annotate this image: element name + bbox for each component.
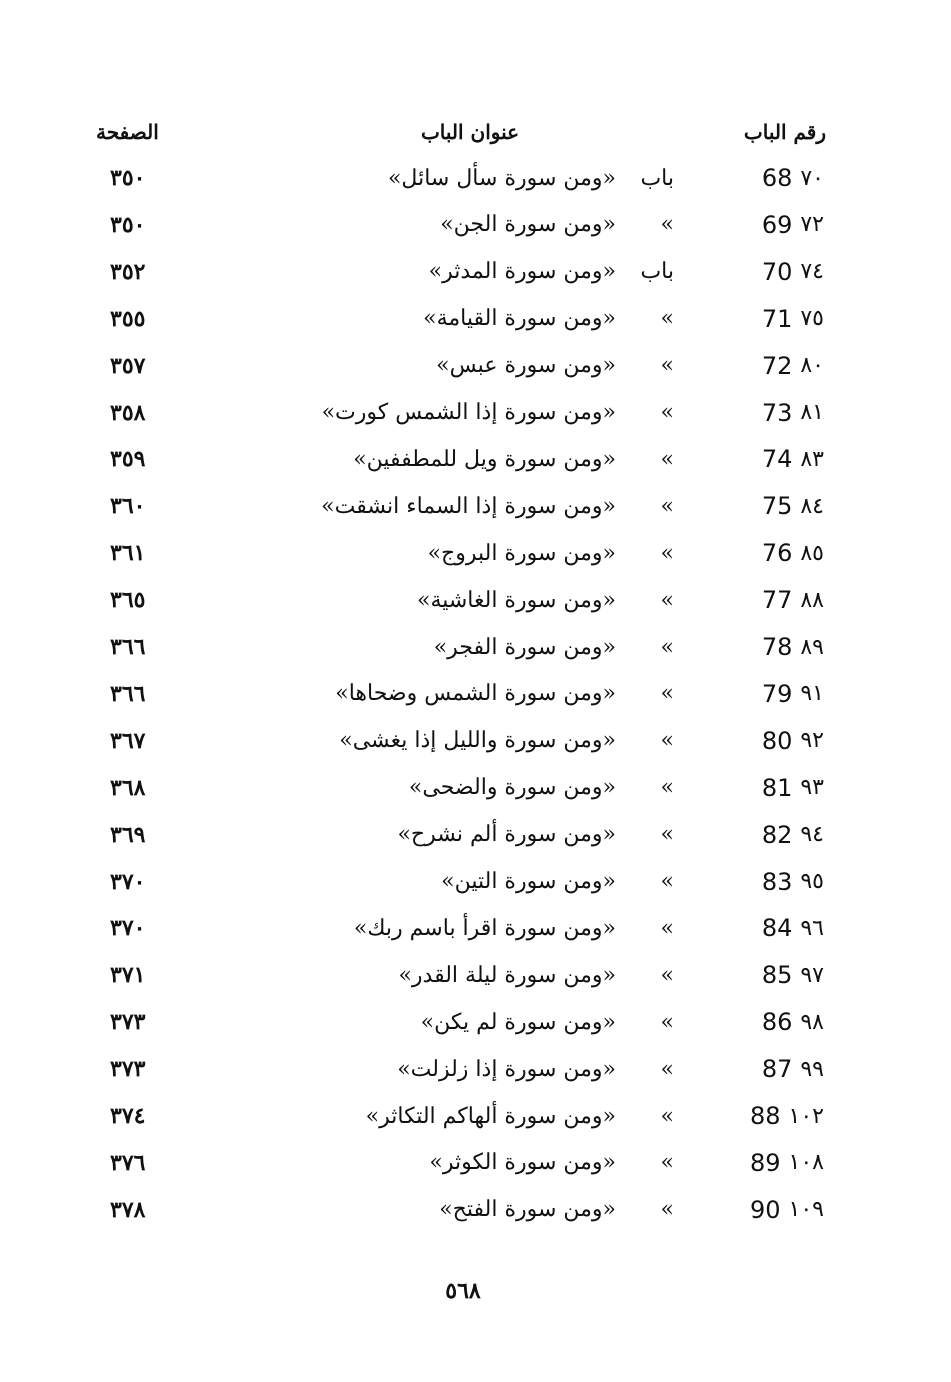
chapter-title [436,343,674,389]
chapter-number [750,1187,824,1233]
chapter-number [762,952,824,998]
chapter-title [322,390,674,436]
chapter-number-arabic: ٨١ [800,400,824,425]
toc-row [0,1187,951,1233]
chapter-number-arabic: ٩٧ [800,962,824,988]
chapter-page: ٣٦٦ [110,634,146,660]
chapter-prefix: » [660,915,674,941]
chapter-prefix: » [660,493,674,519]
chapter-page: ٣٧٦ [110,1149,146,1176]
chapter-number-arabic: ٩٦ [800,915,824,941]
toc-row [0,343,951,389]
chapter-prefix: » [660,540,674,566]
chapter-title-text: «ومن سورة عبس» [436,353,616,379]
chapter-number-arabic: ٩٣ [800,775,824,801]
chapter-number-arabic: ١٠٨ [788,1150,824,1176]
chapter-title [397,1046,674,1092]
chapter-page: ٣٦٥ [110,587,146,614]
chapter-number-arabic: ٩١ [800,681,824,707]
chapter-page: ٣٥٨ [110,399,146,426]
toc-row [0,999,951,1045]
chapter-prefix: » [660,1150,674,1176]
chapter-prefix: » [660,1103,674,1129]
chapter-prefix: » [660,587,674,613]
toc-row [0,155,951,201]
chapter-number [762,155,824,201]
chapter-number-latin: 79 [761,679,793,708]
chapter-number-latin: 80 [761,726,793,755]
chapter-title [339,718,674,764]
chapter-number [762,530,824,576]
chapter-number [762,624,824,670]
chapter-page: ٣٦٩ [110,821,146,848]
chapter-prefix: » [660,306,674,332]
chapter-title-text: «ومن سورة القيامة» [423,306,616,332]
chapter-number-latin: 88 [750,1102,781,1130]
chapter-title [335,671,674,717]
chapter-title [441,859,674,905]
chapter-prefix: » [660,353,674,379]
chapter-title [353,436,674,482]
chapter-title-text: «ومن سورة التين» [441,869,616,894]
chapter-page: ٣٦٠ [110,493,146,520]
chapter-number-arabic: ٨٩ [800,634,824,660]
toc-row [0,624,951,670]
chapter-prefix: » [660,775,674,801]
chapter-prefix: » [660,822,674,848]
chapter-page: ٣٧٤ [110,1103,146,1129]
chapter-prefix: » [660,681,674,707]
toc-row [0,1140,951,1186]
toc-row [0,249,951,295]
toc-row [0,905,951,951]
chapter-title-text: «ومن سورة والليل إذا يغشى» [339,728,616,754]
chapter-title [429,1140,674,1186]
chapter-title [409,765,674,811]
chapter-title-text: «ومن سورة إذا زلزلت» [397,1056,616,1082]
chapter-page: ٣٧٣ [110,1009,146,1036]
toc-row [0,577,951,623]
chapter-prefix: » [660,212,674,238]
toc-row [0,483,951,529]
toc-row [0,718,951,764]
chapter-page: ٣٧٠ [110,868,146,895]
chapter-title [388,155,674,201]
chapter-number [762,390,824,436]
chapter-prefix: » [660,1197,674,1223]
chapter-number-latin: 87 [761,1055,793,1084]
toc-row [0,952,951,998]
chapter-number-latin: 85 [761,961,793,990]
chapter-title [434,624,674,670]
chapter-number-arabic: ٩٥ [800,869,824,894]
toc-row [0,390,951,436]
chapter-number [750,1140,824,1186]
chapter-title-text: «ومن سورة الشمس وضحاها» [335,681,616,707]
chapter-number [762,577,824,623]
chapter-number [762,999,824,1045]
chapter-page: ٣٥٧ [110,352,146,379]
chapter-title-text: «ومن سورة سأل سائل» [387,165,616,191]
chapter-page: ٣٥٥ [110,305,146,332]
chapter-page: ٣٥٠ [110,165,146,191]
chapter-title-text: «ومن سورة البروج» [427,540,616,566]
chapter-prefix: باب [640,259,674,285]
chapter-title-text: «ومن سورة الفجر» [433,634,616,660]
chapter-title [417,577,674,623]
chapter-number-latin: 78 [761,633,793,661]
chapter-number [762,671,824,717]
chapter-number-arabic: ٧٠ [800,165,824,191]
chapter-number [762,812,824,858]
chapter-number-latin: 90 [750,1195,781,1224]
chapter-number [762,905,824,951]
chapter-number-arabic: ٨٣ [800,446,824,472]
chapter-number [750,1093,824,1139]
chapter-prefix: » [660,1056,674,1082]
chapter-number-arabic: ٧٤ [800,259,824,285]
chapter-title [440,202,674,248]
chapter-title [321,483,674,529]
toc-row [0,812,951,858]
chapter-title-text: «ومن سورة إذا السماء انشقت» [321,493,616,519]
chapter-number-latin: 77 [761,586,793,615]
chapter-number-latin: 73 [761,398,793,427]
chapter-number-arabic: ٩٢ [800,728,824,754]
chapter-number-latin: 68 [761,164,793,192]
chapter-title-text: «ومن سورة ألهاكم التكاثر» [365,1103,616,1129]
chapter-number-latin: 84 [761,914,793,943]
chapter-number-latin: 89 [750,1148,781,1177]
chapter-title [354,905,674,951]
chapter-number-arabic: ٨٤ [800,493,824,519]
chapter-page: ٣٥٩ [110,446,146,473]
chapter-title-text: «ومن سورة اقرأ باسم ربك» [353,915,616,941]
toc-row [0,1046,951,1092]
chapter-number [762,859,824,905]
chapter-number [762,343,824,389]
chapter-number [762,296,824,342]
chapter-number-latin: 70 [761,257,793,286]
chapter-prefix: » [660,728,674,754]
chapter-number-arabic: ١٠٢ [788,1103,824,1129]
chapter-page: ٣٥٠ [110,211,146,238]
chapter-title [423,296,674,342]
chapter-prefix: » [660,1009,674,1035]
chapter-page: ٣٥٢ [110,258,146,285]
chapter-number-arabic: ٩٤ [800,822,824,848]
chapter-number [762,718,824,764]
chapter-page: ٣٧٣ [110,1056,146,1083]
chapter-prefix: » [660,446,674,472]
chapter-number [762,202,824,248]
chapter-title-text: «ومن سورة المدثر» [428,259,616,285]
chapter-number-latin: 72 [761,351,793,380]
chapter-page: ٣٦٦ [110,680,146,707]
chapter-number-latin: 86 [761,1008,793,1037]
chapter-number [762,249,824,295]
chapter-title-text: «ومن سورة لم يكن» [420,1009,616,1035]
header-page: الصفحة [96,120,159,144]
toc-row [0,765,951,811]
toc-row [0,1093,951,1139]
chapter-number [762,483,824,529]
chapter-number-latin: 71 [761,304,793,333]
chapter-number-arabic: ٩٩ [800,1056,824,1082]
chapter-title [429,249,674,295]
chapter-title [428,530,674,576]
chapter-number [762,1046,824,1092]
chapter-number [762,765,824,811]
chapter-title [398,952,674,998]
toc-row [0,530,951,576]
chapter-number-latin: 83 [761,867,793,896]
chapter-title-text: «ومن سورة ويل للمطففين» [353,446,616,472]
chapter-number-arabic: ٧٥ [800,306,824,332]
header-chapter-title: عنوان الباب [420,120,520,144]
chapter-page: ٣٧٠ [110,915,146,942]
chapter-title [439,1187,674,1233]
page-number: ٥٦٨ [445,1278,481,1304]
chapter-title-text: «ومن سورة الفتح» [439,1197,616,1223]
chapter-number-latin: 69 [761,210,793,239]
chapter-prefix: » [660,400,674,425]
chapter-number-latin: 82 [761,820,793,849]
chapter-title-text: «ومن سورة والضحى» [408,775,616,801]
chapter-number-arabic: ٨٠ [800,353,824,379]
toc-row [0,296,951,342]
header-chapter-number: رقم الباب [743,120,826,144]
chapter-number-arabic: ٧٢ [800,212,824,238]
chapter-number-latin: 81 [761,773,793,802]
chapter-page: ٣٧٨ [110,1196,146,1223]
chapter-number-latin: 76 [761,539,793,568]
chapter-number-arabic: ١٠٩ [788,1197,824,1223]
chapter-title-text: «ومن سورة إذا الشمس كورت» [321,400,616,425]
chapter-title [366,1093,674,1139]
chapter-title-text: «ومن سورة ألم نشرح» [397,822,616,848]
chapter-title-text: «ومن سورة الجن» [440,212,616,238]
chapter-prefix: باب [640,165,674,191]
chapter-page: ٣٦٧ [110,727,146,754]
chapter-prefix: » [660,869,674,894]
chapter-page: ٣٦٨ [110,774,146,801]
chapter-prefix: » [660,962,674,988]
chapter-title-text: «ومن سورة الغاشية» [416,587,616,613]
chapter-number-latin: 75 [761,492,793,521]
toc-row [0,671,951,717]
toc-row [0,436,951,482]
chapter-page: ٣٧١ [110,962,146,989]
toc-row [0,202,951,248]
chapter-title-text: «ومن سورة الكوثر» [429,1150,616,1176]
chapter-page: ٣٦١ [110,540,146,567]
chapter-prefix: » [660,634,674,660]
chapter-number-arabic: ٨٨ [800,587,824,613]
chapter-number-arabic: ٨٥ [800,540,824,566]
chapter-title [397,812,674,858]
toc-row [0,859,951,905]
chapter-number [762,436,824,482]
chapter-number-latin: 74 [761,445,793,474]
chapter-title-text: «ومن سورة ليلة القدر» [398,962,616,988]
chapter-number-arabic: ٩٨ [800,1009,824,1035]
chapter-title [421,999,674,1045]
